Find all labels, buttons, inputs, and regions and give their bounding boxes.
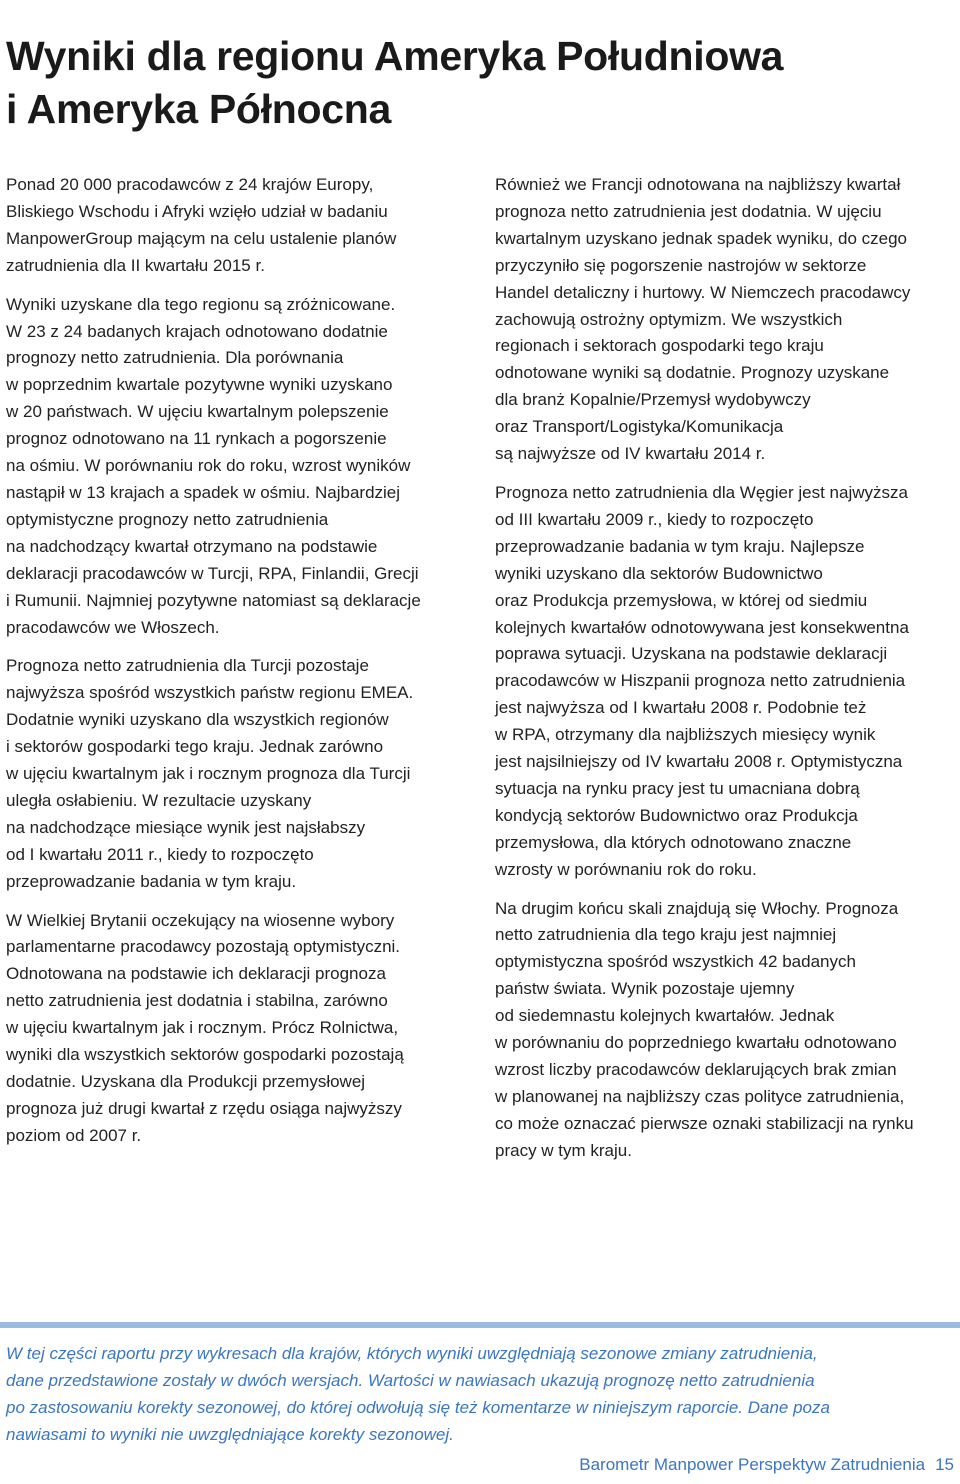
text-line: na ośmiu. W porównaniu rok do roku, wzrost wyników <box>6 456 411 476</box>
text-line: poziom od 2007 r. <box>6 1125 142 1145</box>
text-line: państw świata. Wynik pozostaje ujemny <box>495 979 795 999</box>
text-line: sytuacja na rynku pracy jest tu umacniana dobrą <box>495 778 860 798</box>
note-divider <box>0 1322 960 1328</box>
text-line: przeprowadzanie badania w tym kraju. Najlepsze <box>495 536 865 556</box>
left-column <box>6 172 466 1162</box>
text-line: i Rumunii. Najmniej pozytywne natomiast są deklaracje <box>6 590 421 610</box>
text-line: w RPA, otrzymany dla najbliższych miesięcy wynik <box>495 725 876 745</box>
text-line: przeprowadzanie badania w tym kraju. <box>6 871 297 891</box>
body-paragraph <box>495 480 957 884</box>
text-line: odnotowane wyniki są dodatnie. Prognozy uzyskane <box>495 363 890 383</box>
text-line: dla branż Kopalnie/Przemysł wydobywczy <box>495 390 811 410</box>
page-footer <box>579 1454 954 1476</box>
text-line: jest najwyższa od I kwartału 2008 r. Podobnie też <box>495 698 867 718</box>
text-line: i sektorów gospodarki tego kraju. Jednak zarówno <box>6 737 384 757</box>
text-line: W 23 z 24 badanych krajach odnotowano dodatnie <box>6 321 388 341</box>
text-line: prognozy netto zatrudnienia. Dla porównania <box>6 348 344 368</box>
text-line: najwyższa spośród wszystkich państw regionu EMEA. <box>6 683 414 703</box>
text-line: W Wielkiej Brytanii oczekujący na wiosenne wybory <box>6 910 395 930</box>
text-line: Bliskiego Wschodu i Afryki wzięło udział w badaniu <box>6 201 388 221</box>
note-line: W tej części raportu przy wykresach dla krajów, których wyniki uwzględniają sezonowe zmiany zatrudnienia, <box>6 1344 818 1363</box>
note-line: dane przedstawione zostały w dwóch wersjach. Wartości w nawiasach ukazują prognozę netto zatrudnienia <box>6 1371 815 1390</box>
text-line: przemysłowa, dla których odnotowano znaczne <box>495 832 852 852</box>
body-paragraph <box>6 653 466 895</box>
text-line: w ujęciu kwartalnym jak i rocznym prognoza dla Turcji <box>6 764 411 784</box>
text-line: Ponad 20 000 pracodawców z 24 krajów Europy, <box>6 175 374 194</box>
text-line: Prognoza netto zatrudnienia dla Węgier jest najwyższa <box>495 482 908 502</box>
text-line: na nadchodzące miesiące wynik jest najsłabszy <box>6 817 366 837</box>
text-line: oraz Produkcja przemysłowa, w której od siedmiu <box>495 590 868 610</box>
text-line: na nadchodzący kwartał otrzymano na podstawie <box>6 536 378 556</box>
right-column <box>495 172 957 1177</box>
body-paragraph <box>495 896 957 1165</box>
text-line: od siedemnastu kolejnych kwartałów. Jednak <box>495 1006 835 1026</box>
note-line: po zastosowaniu korekty sezonowej, do której odwołują się też komentarze w niniejszym raporcie. Dane poza <box>6 1398 830 1417</box>
text-line: Prognoza netto zatrudnienia dla Turcji pozostaje <box>6 656 369 676</box>
text-line: Na drugim końcu skali znajdują się Włochy. Prognoza <box>495 898 899 918</box>
title-line: i Ameryka Północna <box>6 86 392 132</box>
body-paragraph <box>6 172 466 280</box>
text-line: zachowują ostrożny optymizm. We wszystkich <box>495 309 843 329</box>
text-line: regionach i sektorach gospodarki tego kraju <box>495 336 824 356</box>
text-line: przyczyniło się pogorszenie nastrojów w sektorze <box>495 255 867 275</box>
text-line: prognoza netto zatrudnienia jest dodatnia. W ujęciu <box>495 201 882 221</box>
text-line: pracodawców we Włoszech. <box>6 617 220 637</box>
text-line: wzrost liczby pracodawców deklarujących brak zmian <box>495 1060 897 1079</box>
text-line: co może oznaczać pierwsze oznaki stabilizacji na rynku <box>495 1113 914 1133</box>
text-line: optymistyczna spośród wszystkich 42 badanych <box>495 952 856 972</box>
text-line: pracodawców w Hiszpanii prognoza netto zatrudnienia <box>495 671 906 691</box>
text-line: optymistyczne prognozy netto zatrudnienia <box>6 509 329 529</box>
body-paragraph <box>6 292 466 642</box>
text-line: od III kwartału 2009 r., kiedy to rozpoczęto <box>495 509 814 529</box>
page-number: 15 <box>935 1455 954 1474</box>
text-line: w ujęciu kwartalnym jak i rocznym. Prócz Rolnictwa, <box>6 1018 399 1038</box>
text-line: pracy w tym kraju. <box>495 1140 632 1160</box>
text-line: dodatnie. Uzyskana dla Produkcji przemysłowej <box>6 1072 366 1091</box>
text-line: jest najsilniejszy od IV kwartału 2008 r. Optymistyczna <box>495 752 903 772</box>
text-line: prognoza już drugi kwartał z rzędu osiąga najwyższy <box>6 1098 402 1118</box>
publication-title: Barometr Manpower Perspektyw Zatrudnienia <box>579 1455 926 1474</box>
text-line: kwartalnym uzyskano jednak spadek wyniku, do czego <box>495 228 907 248</box>
text-line: prognoz odnotowano na 11 rynkach a pogorszenie <box>6 429 387 449</box>
text-line: netto zatrudnienia jest dodatnia i stabilna, zarówno <box>6 991 388 1011</box>
text-line: kondycją sektorów Budownictwo oraz Produkcja <box>495 805 858 825</box>
title-line: Wyniki dla regionu Ameryka Południowa <box>6 33 784 79</box>
page-title <box>6 30 956 136</box>
text-line: wyniki dla wszystkich sektorów gospodarki pozostają <box>6 1045 404 1065</box>
text-line: poprawa sytuacji. Uzyskana na podstawie deklaracji <box>495 644 888 664</box>
text-line: nastąpił w 13 krajach a spadek w ośmiu. Najbardziej <box>6 482 401 502</box>
text-line: deklaracji pracodawców w Turcji, RPA, Finlandii, Grecji <box>6 563 419 583</box>
text-line: uległa osłabieniu. W rezultacie uzyskany <box>6 790 312 810</box>
text-line: wyniki uzyskano dla sektorów Budownictwo <box>495 563 823 583</box>
text-line: kolejnych kwartałów odnotowywana jest konsekwentna <box>495 617 909 637</box>
text-line: parlamentarne pracodawcy pozostają optymistyczni. <box>6 937 401 957</box>
text-line: Wyniki uzyskane dla tego regionu są zróżnicowane. <box>6 294 396 314</box>
text-line: netto zatrudnienia dla tego kraju jest najmniej <box>495 925 837 945</box>
text-line: Odnotowana na podstawie ich deklaracji prognoza <box>6 964 386 984</box>
text-line: w porównaniu do poprzedniego kwartału odnotowano <box>495 1033 897 1053</box>
text-line: w poprzednim kwartale pozytywne wyniki uzyskano <box>6 375 393 395</box>
methodology-note <box>6 1340 956 1448</box>
body-paragraph <box>6 908 466 1150</box>
text-line: w 20 państwach. W ujęciu kwartalnym polepszenie <box>6 402 389 422</box>
text-line: oraz Transport/Logistyka/Komunikacja <box>495 417 784 437</box>
note-line: nawiasami to wyniki nie uwzględniające korekty sezonowej. <box>6 1425 454 1444</box>
text-line: w planowanej na najbliższy czas polityce zatrudnienia, <box>495 1086 905 1106</box>
text-line: są najwyższe od IV kwartału 2014 r. <box>495 444 766 464</box>
text-line: Dodatnie wyniki uzyskano dla wszystkich regionów <box>6 710 389 730</box>
text-line: ManpowerGroup mającym na celu ustalenie planów <box>6 228 397 248</box>
text-line: zatrudnienia dla II kwartału 2015 r. <box>6 255 265 275</box>
text-line: Handel detaliczny i hurtowy. W Niemczech pracodawcy <box>495 282 911 302</box>
body-paragraph <box>495 172 957 468</box>
text-line: Również we Francji odnotowana na najbliższy kwartał <box>495 175 901 194</box>
text-line: wzrosty w porównaniu rok do roku. <box>495 859 757 879</box>
text-line: od I kwartału 2011 r., kiedy to rozpoczęto <box>6 844 314 864</box>
